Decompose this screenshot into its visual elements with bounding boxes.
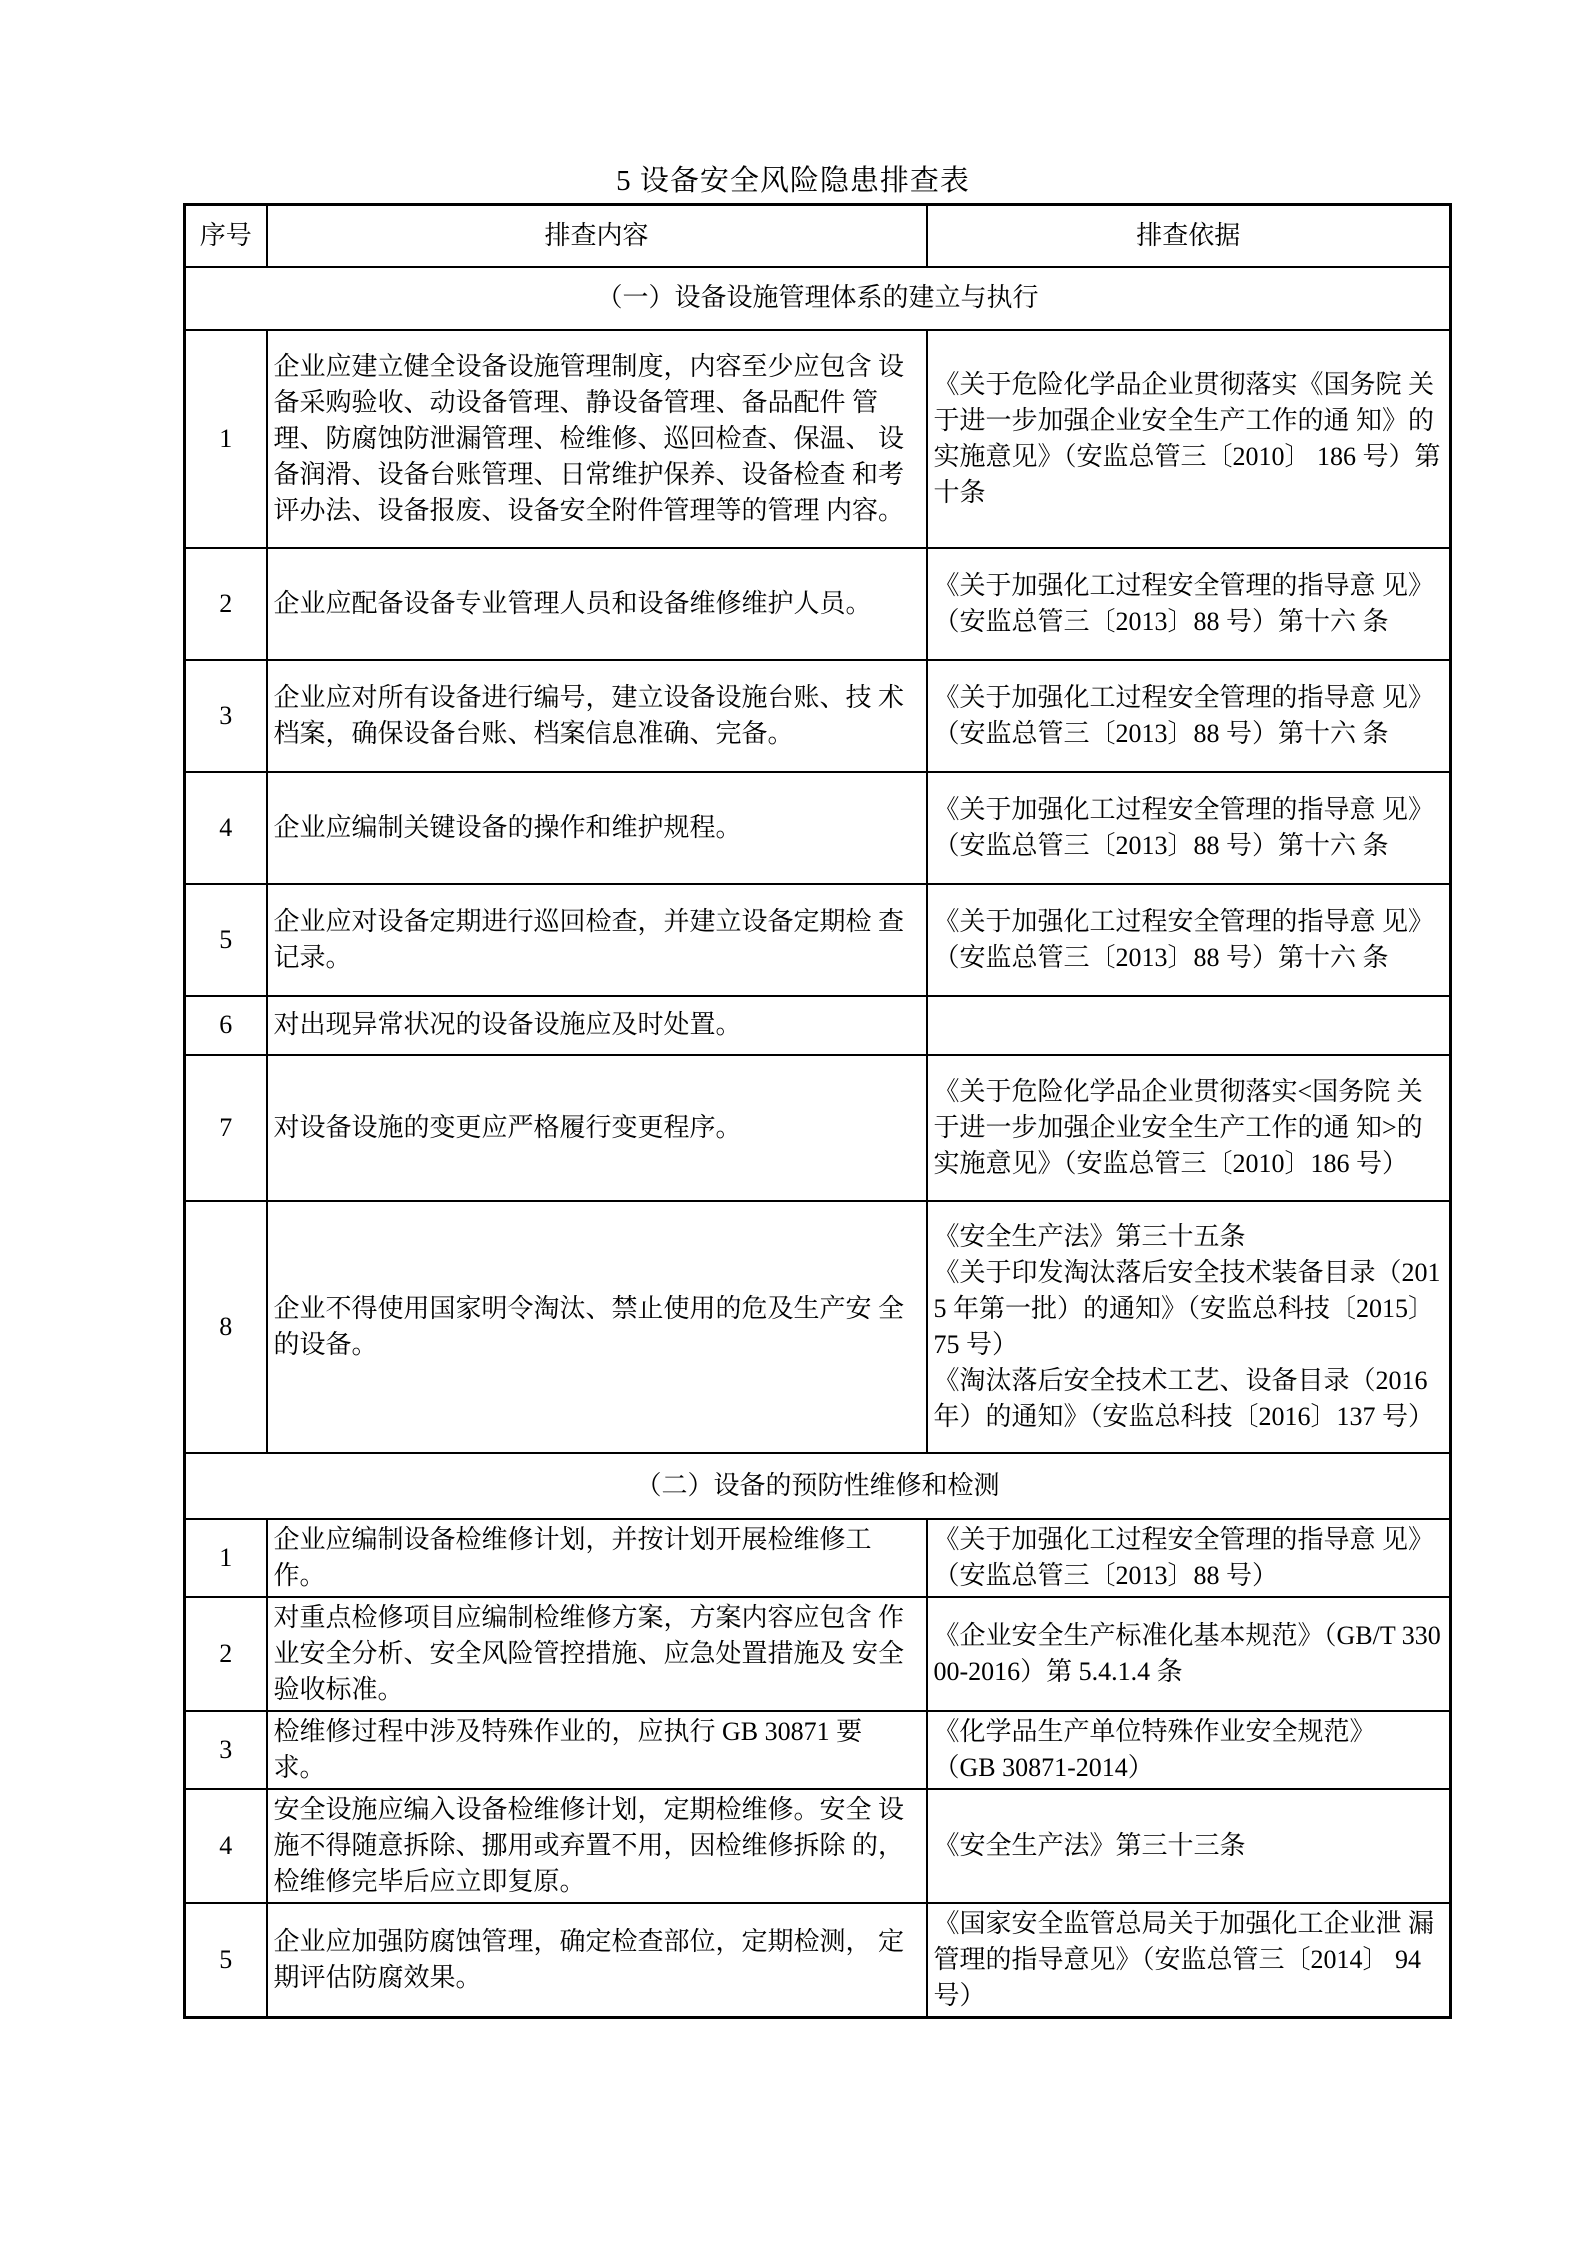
table-row: [185, 1903, 1451, 2018]
row-content: 企业不得使用国家明令淘汰、禁止使用的危及生产安 全的设备。: [267, 1201, 927, 1453]
row-basis: 《国家安全监管总局关于加强化工企业泄 漏管理的指导意见》（安监总管三〔2014〕 94 号）: [927, 1903, 1451, 2018]
section-title: （一）设备设施管理体系的建立与执行: [185, 267, 1451, 330]
row-content: 对出现异常状况的设备设施应及时处置。: [267, 996, 927, 1055]
table-header-row: [185, 205, 1451, 267]
table-row: [185, 548, 1451, 660]
row-basis: 《企业安全生产标准化基本规范》（GB/T 33000-2016）第 5.4.1.4 条: [927, 1597, 1451, 1711]
row-basis: 《安全生产法》第三十五条 《关于印发淘汰落后安全技术装备目录（2015 年第一批）的通知》（安监总科技〔2015〕75 号） 《淘汰落后安全技术工艺、设备目录（2016 年）的通知》（安监总科技〔2016〕137 号）: [927, 1201, 1451, 1453]
row-content: 企业应配备设备专业管理人员和设备维修维护人员。: [267, 548, 927, 660]
table-row: [185, 1711, 1451, 1789]
row-content: 企业应编制设备检维修计划，并按计划开展检维修工 作。: [267, 1519, 927, 1597]
row-number: 4: [185, 1789, 267, 1903]
table-row: [185, 772, 1451, 884]
col-header-content: 排查内容: [267, 205, 927, 267]
row-number: 7: [185, 1055, 267, 1201]
row-content: 企业应对所有设备进行编号，建立设备设施台账、技 术档案，确保设备台账、档案信息准确、完备。: [267, 660, 927, 772]
row-number: 3: [185, 660, 267, 772]
row-number: 1: [185, 330, 267, 548]
row-content: 企业应建立健全设备设施管理制度，内容至少应包含 设备采购验收、动设备管理、静设备管理、备品配件 管理、防腐蚀防泄漏管理、检维修、巡回检查、保温、 设备润滑、设备台账管理、日常维护保养、设备检查 和考评办法、设备报废、设备安全附件管理等的管理 内容。: [267, 330, 927, 548]
row-number: 1: [185, 1519, 267, 1597]
table-row: [185, 1201, 1451, 1453]
table-row: [185, 660, 1451, 772]
section-title: （二）设备的预防性维修和检测: [185, 1453, 1451, 1519]
table-row: [185, 1597, 1451, 1711]
table-row: [185, 330, 1451, 548]
row-basis: 《化学品生产单位特殊作业安全规范》 （GB 30871-2014）: [927, 1711, 1451, 1789]
row-number: 5: [185, 884, 267, 996]
col-header-index: 序号: [185, 205, 267, 267]
row-content: 检维修过程中涉及特殊作业的，应执行 GB 30871 要 求。: [267, 1711, 927, 1789]
row-number: 2: [185, 548, 267, 660]
row-basis: 《关于加强化工过程安全管理的指导意 见》（安监总管三〔2013〕88 号）第十六 条: [927, 884, 1451, 996]
row-number: 3: [185, 1711, 267, 1789]
row-content: 企业应对设备定期进行巡回检查，并建立设备定期检 查记录。: [267, 884, 927, 996]
row-number: 8: [185, 1201, 267, 1453]
row-content: 对设备设施的变更应严格履行变更程序。: [267, 1055, 927, 1201]
row-content: 对重点检修项目应编制检维修方案，方案内容应包含 作业安全分析、安全风险管控措施、应急处置措施及 安全验收标准。: [267, 1597, 927, 1711]
row-basis: 《关于加强化工过程安全管理的指导意 见》（安监总管三〔2013〕88 号）第十六 条: [927, 660, 1451, 772]
table-row: [185, 996, 1451, 1055]
table-row: [185, 1055, 1451, 1201]
row-number: 2: [185, 1597, 267, 1711]
row-basis: 《关于加强化工过程安全管理的指导意 见》（安监总管三〔2013〕88 号）: [927, 1519, 1451, 1597]
page-title: 5 设备安全风险隐患排查表: [616, 165, 970, 197]
table-row: [185, 1789, 1451, 1903]
row-number: 5: [185, 1903, 267, 2018]
row-basis: 《安全生产法》第三十三条: [927, 1789, 1451, 1903]
inspection-table: [183, 203, 1452, 2019]
row-basis: 《关于加强化工过程安全管理的指导意 见》（安监总管三〔2013〕88 号）第十六 条: [927, 772, 1451, 884]
row-content: 企业应加强防腐蚀管理，确定检查部位，定期检测， 定期评估防腐效果。: [267, 1903, 927, 2018]
row-number: 6: [185, 996, 267, 1055]
row-basis: 《关于危险化学品企业贯彻落实<国务院 关于进一步加强企业安全生产工作的通 知>的实施意见》（安监总管三〔2010〕186 号）: [927, 1055, 1451, 1201]
col-header-basis: 排查依据: [927, 205, 1451, 267]
row-content: 企业应编制关键设备的操作和维护规程。: [267, 772, 927, 884]
section-header-1: [185, 267, 1451, 330]
row-content: 安全设施应编入设备检维修计划，定期检维修。安全 设施不得随意拆除、挪用或弃置不用，因检维修拆除 的，检维修完毕后应立即复原。: [267, 1789, 927, 1903]
table-row: [185, 1519, 1451, 1597]
row-basis: [927, 996, 1451, 1055]
row-basis: 《关于加强化工过程安全管理的指导意 见》（安监总管三〔2013〕88 号）第十六 条: [927, 548, 1451, 660]
row-basis: 《关于危险化学品企业贯彻落实《国务院 关于进一步加强企业安全生产工作的通 知》的实施意见》（安监总管三〔2010〕 186 号）第十条: [927, 330, 1451, 548]
table-row: [185, 884, 1451, 996]
section-header-2: [185, 1453, 1451, 1519]
row-number: 4: [185, 772, 267, 884]
